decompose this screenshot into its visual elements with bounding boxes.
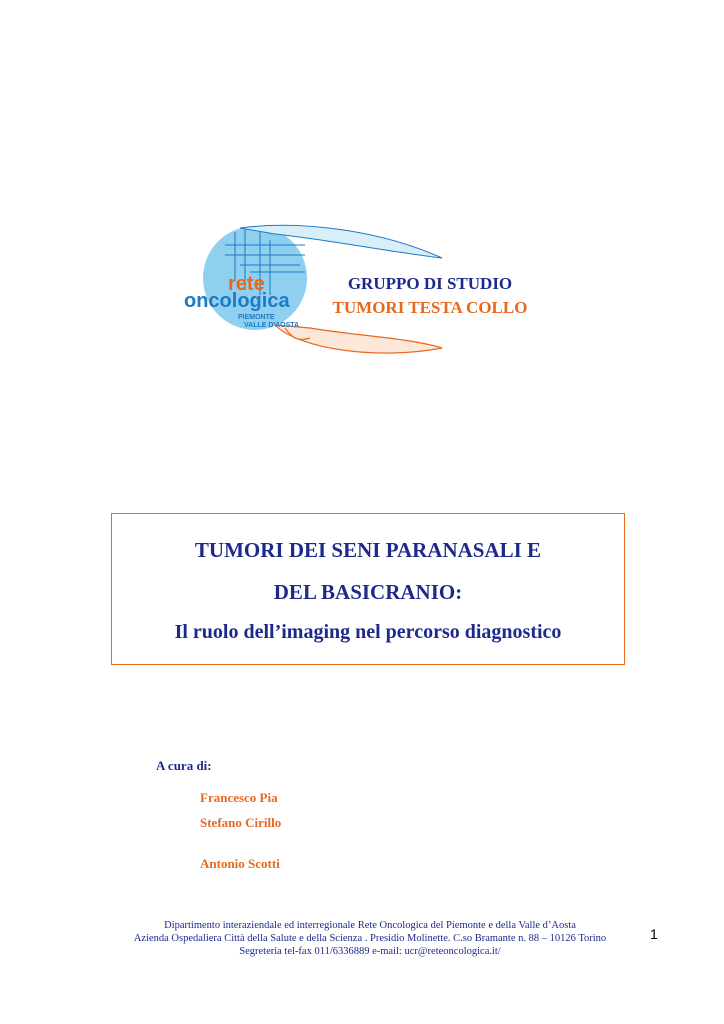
study-group-heading [300,272,560,320]
title-line1: TUMORI DEI SENI PARANASALI E [194,538,542,562]
footer-contacts: Segreteria tel-fax 011/6336889 e-mail: ucr@reteoncologica.it/ [239,946,501,957]
group-title-line2: TUMORI TESTA COLLO [332,298,528,317]
logo-region-valle-daosta: VALLE D'AOSTA [244,322,300,329]
footer-department: Dipartimento interaziendale ed interregionale Rete Oncologica del Piemonte e della Valle d’Aosta [164,920,576,931]
page-footer [100,919,640,958]
title-subtitle: Il ruolo dell’imaging nel percorso diagnostico [174,621,562,643]
author-stefano-cirillo: Stefano Cirillo [200,815,282,830]
author-antonio-scotti: Antonio Scotti [200,856,280,871]
title-line2: DEL BASICRANIO: [273,580,463,604]
logo-region-piemonte: PIEMONTE [238,314,275,321]
logo-word-rete: rete [228,273,265,295]
author-francesco-pia: Francesco Pia [200,790,278,805]
logo-word-oncologica: oncologica [184,290,290,312]
page-number: 1 [650,926,658,942]
document-title-box [111,513,625,665]
group-title-line1: GRUPPO DI STUDIO [347,274,513,293]
credits-label: A cura di: [156,758,212,773]
footer-hospital-address: Azienda Ospedaliera Città della Salute e della Scienza . Presidio Molinette. C.so Bramante n. 88 – 10126 Torino [133,933,607,944]
